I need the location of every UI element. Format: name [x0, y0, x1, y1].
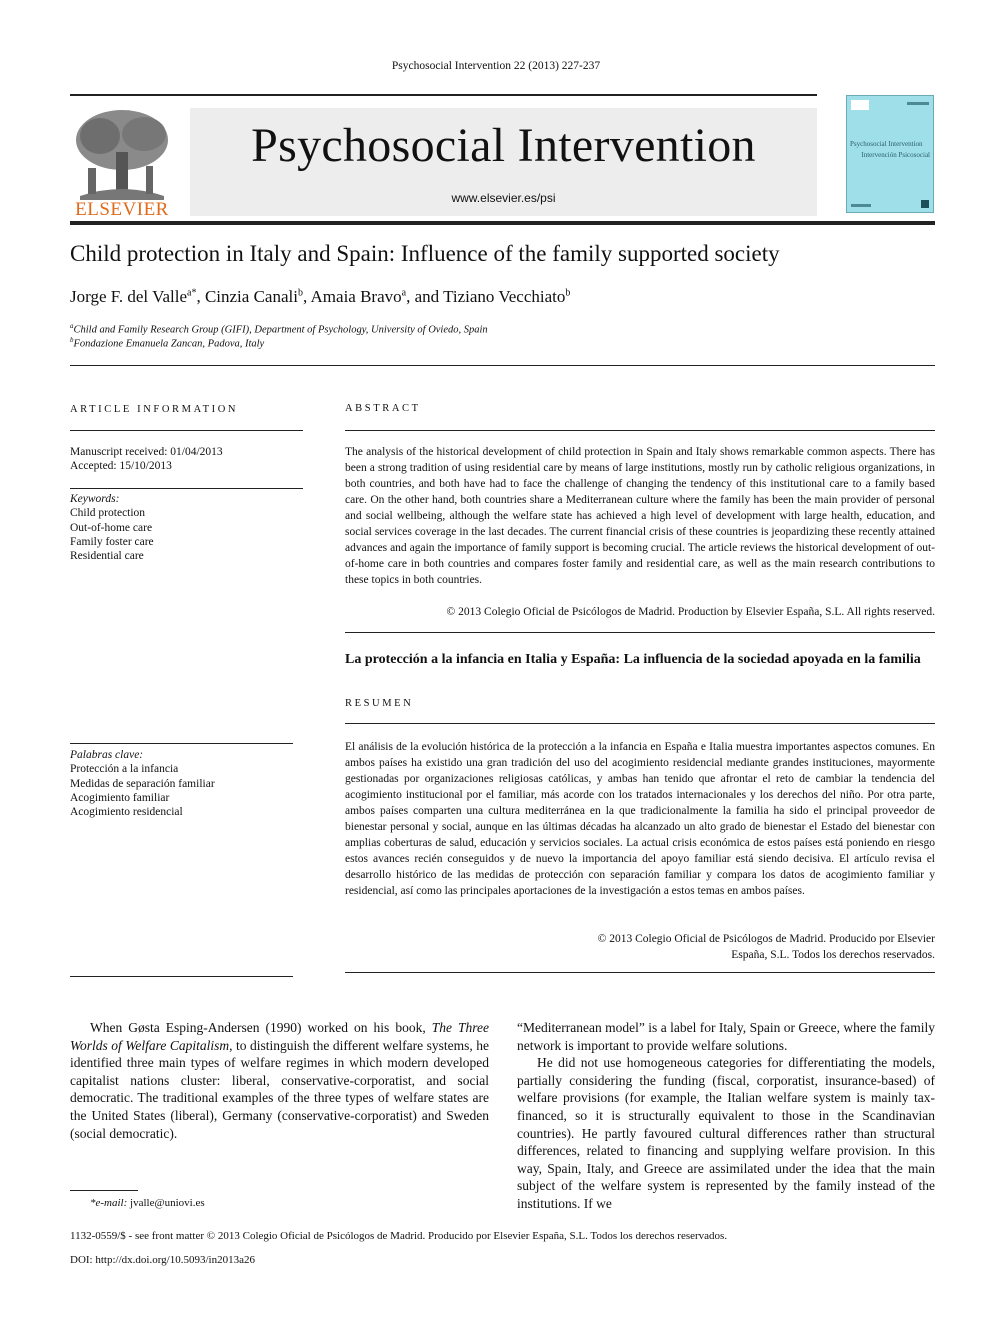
- abstract-end-rule: [345, 632, 935, 633]
- body-text: , to distinguish the different welfare systems, he identified three main types of welfare regimes in which modern developed capitalist nations cluster: liberal, conservative-corporatist, and social democratic. The traditional examples of the three types of welfare states are the United States (liberal), Germany (conservative-corporatist) and Sweden (social democratic).: [70, 1037, 489, 1141]
- footnote-rule: [70, 1190, 138, 1191]
- palabra-clave-item: Acogimiento familiar: [70, 791, 170, 804]
- body-paragraph-2: “Mediterranean model” is a label for Italy, Spain or Greece, where the family network is important to provide welfare solutions.: [517, 1020, 935, 1053]
- keyword-item: Residential care: [70, 550, 144, 563]
- author-name: Cinzia Canali: [204, 287, 298, 306]
- cover-title-spanish: Intervención Psicosocial: [861, 151, 930, 159]
- palabra-clave-item: Protección a la infancia: [70, 763, 179, 776]
- dates-rule: [70, 488, 303, 489]
- keyword-item: Child protection: [70, 507, 146, 520]
- spanish-title: La protección a la infancia en Italia y España: La influencia de la sociedad apoyada en la familia: [345, 652, 921, 667]
- author-name: Amaia Bravo: [310, 287, 402, 306]
- keyword-item: Out-of-home care: [70, 521, 153, 534]
- keyword-item: Family foster care: [70, 535, 154, 548]
- resumen-rule: [345, 723, 935, 724]
- manuscript-dates: [70, 445, 223, 474]
- resumen-text: El análisis de la evolución histórica de la protección a la infancia en España e Italia muestra importantes aspectos comunes. En ambos países ha existido una gran tradición del uso del acogimiento residencial mediante grandes instituciones, mayormente gestionadas por organizaciones religiosas católicas, y ambas han tenido que afrontar el reto de cambiar la tendencia del acogimiento institucional por el familiar, más acorde con los tratados internacionales y los derechos del niño. Por otra parte, ambos países comparten una cultura mediterránea en la que tradicionalmente la familia ha sido el principal proveedor de bienestar personal y social, aunque en las últimas décadas ha alcanzado un alto grado de bienestar el Estado del bienestar con amplias coberturas de salud, educación y servicios sociales. La actual crisis económica de estos países está poniendo en riesgo estos avances recién conseguidos y de nuevo la importancia del apoyo familiar está siendo decisiva. El artículo revisa el desarrollo histórico de las medidas de protección con separación familiar y compara los datos de acogimiento familiar y residencial, así como las principales aportaciones de la investigación a estos temas en ambos países.: [345, 741, 935, 897]
- palabras-rule: [70, 743, 293, 744]
- palabra-clave-item: Acogimiento residencial: [70, 806, 183, 819]
- cover-title-english: Psychosocial Intervention: [850, 140, 923, 148]
- author-separator: , and: [406, 287, 444, 306]
- body-paragraph-1: [70, 1019, 489, 1142]
- header-top-rule: [70, 94, 817, 96]
- footnote-label: *e-mail:: [90, 1197, 131, 1209]
- front-matter-line: 1132-0559/$ - see front matter © 2013 Colegio Oficial de Psicólogos de Madrid. Producido por Elsevier España, S.L. Todos los derechos reservados.: [70, 1230, 728, 1242]
- author-name: Jorge F. del Valle: [70, 287, 187, 306]
- author-list: [70, 287, 570, 307]
- body-right-column: [517, 1019, 935, 1213]
- author-affiliation-marker: b: [297, 287, 303, 299]
- journal-title: Psychosocial Intervention: [251, 119, 756, 172]
- received-date: Manuscript received: 01/04/2013: [70, 446, 223, 458]
- article-info-rule: [70, 430, 303, 431]
- affiliation-b: [70, 336, 264, 350]
- author-affiliation-marker: b: [565, 287, 571, 299]
- author-affiliation-marker: a: [401, 287, 407, 299]
- author-separator: ,: [196, 287, 205, 306]
- palabras-clave-label: Palabras clave:: [70, 749, 144, 761]
- journal-url-link[interactable]: www.elsevier.es/psi: [451, 191, 556, 205]
- affiliation-a: [70, 322, 488, 336]
- palabras-clave-block: [70, 748, 215, 819]
- article-title: Child protection in Italy and Spain: Influence of the family supported society: [70, 241, 780, 266]
- body-paragraph-3: He did not use homogeneous categories for differentiating the models, partially considering the funding (fiscal, corporatist, insurance-based) of welfare provisions (for example, the Italian welfare system is mainly tax-financed, so it is structurally equivalent to those in the Scandinavian countries). He partly favoured cultural differences rather than structural differences, related to financing and supplying welfare provision. In this way, Spain, Italy, and Greece are assimilated under the idea that the main subject of the welfare system is represented by the family instead of the institutions. If we: [517, 1055, 935, 1211]
- author-email-link[interactable]: jvalle@uniovi.es: [130, 1197, 205, 1209]
- journal-citation: Psychosocial Intervention 22 (2013) 227-237: [391, 60, 601, 72]
- abstract-copyright: © 2013 Colegio Oficial de Psicólogos de Madrid. Production by Elsevier España, S.L. All rights reserved.: [446, 606, 935, 618]
- affiliation-b-marker: b: [70, 336, 74, 344]
- affiliation-a-text: Child and Family Research Group (GIFI), Department of Psychology, University of Oviedo, Spain: [73, 324, 488, 336]
- elsevier-wordmark: ELSEVIER: [75, 199, 169, 220]
- abstract-rule: [345, 430, 935, 431]
- abstract-text: The analysis of the historical development of child protection in Spain and Italy shows remarkable common aspects. There has been a strong tradition of using residential care by means of large institutions, mostly run by catholic religious organizations, in both countries, and both have had to face the challenge of changing the tendency of this institutional care to a family based care. On the other hand, both countries share a Mediterranean culture where the family has been the main provider of personal and social wellbeing, although the welfare state has achieved a high level of development with large health, education, and social services coverage in the last decades. The current financial crisis of these countries is jeopardizing these recently attained advances and again the importance of family support is becoming crucial. The article reviews the historical development of out-of-home care in both countries and compares foster family and residential care, as well as the main research contributions to these topics in both countries.: [345, 446, 935, 586]
- doi-link[interactable]: DOI: http://dx.doi.org/10.5093/in2013a26: [70, 1254, 255, 1266]
- resumen-end-rule: [345, 972, 935, 973]
- body-left-column: [70, 1019, 489, 1142]
- palabra-clave-item: Medidas de separación familiar: [70, 777, 215, 790]
- author-affiliation-marker: a*: [187, 287, 197, 299]
- affiliation-b-text: Fondazione Emanuela Zancan, Padova, Italy: [73, 338, 265, 350]
- accepted-date: Accepted: 15/10/2013: [70, 460, 172, 473]
- left-column-end-rule: [70, 976, 293, 977]
- corresponding-author-footnote: [70, 1197, 205, 1209]
- author-name: Tiziano Vecchiato: [443, 287, 566, 306]
- affiliation-a-marker: a: [70, 322, 74, 330]
- keywords-block: [70, 492, 154, 563]
- keywords-label: Keywords:: [70, 493, 120, 505]
- book-title: The Three Worlds of Welfare Capitalism: [70, 1020, 489, 1053]
- authors-divider: [70, 365, 935, 366]
- header-bottom-rule: [70, 221, 935, 225]
- article-info-heading: ARTICLE INFORMATION: [70, 404, 239, 415]
- resumen-copyright: © 2013 Colegio Oficial de Psicólogos de Madrid. Producido por Elsevier España, S.L. Todos los derechos reservados.: [597, 933, 935, 961]
- resumen-heading: RESUMEN: [345, 698, 414, 709]
- author-separator: ,: [302, 287, 311, 306]
- abstract-heading: ABSTRACT: [345, 403, 421, 414]
- body-text: When Gøsta Esping-Andersen (1990) worked on his book,: [90, 1020, 432, 1035]
